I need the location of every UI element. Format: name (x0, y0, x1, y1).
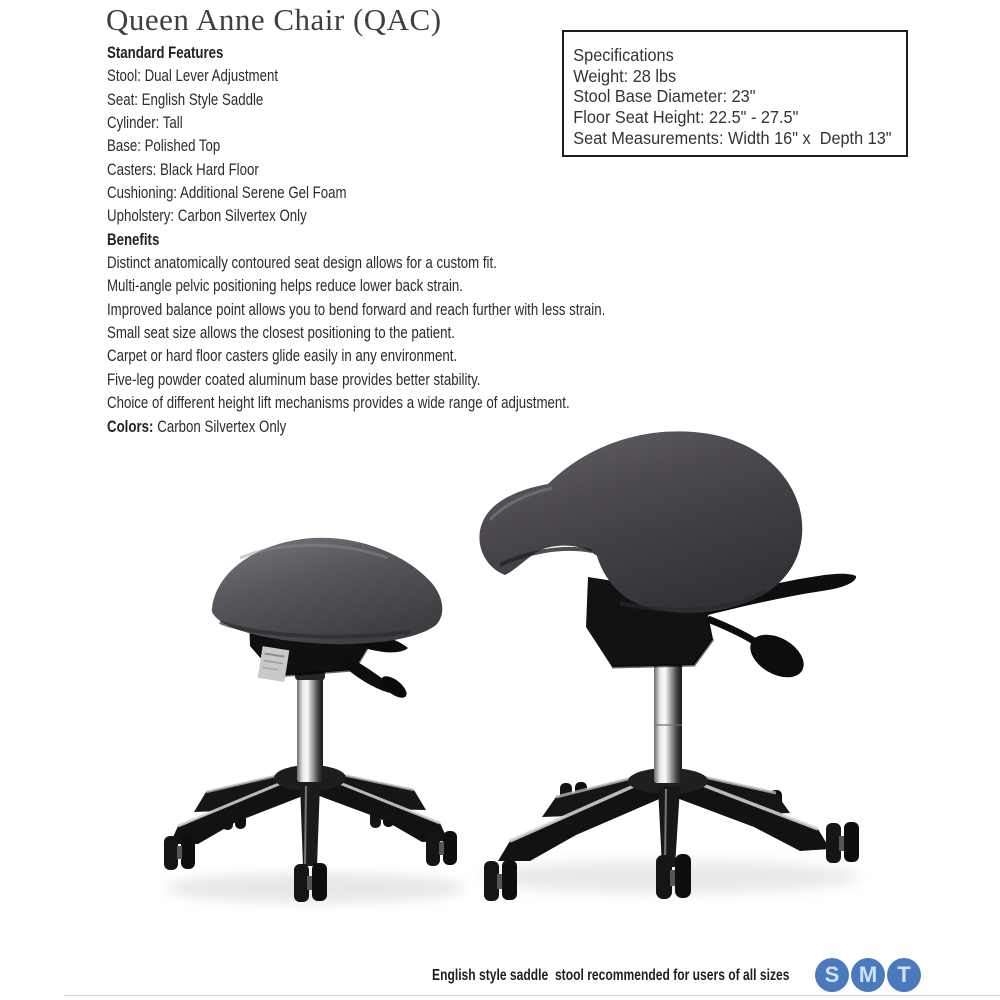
gas-cylinder (297, 676, 323, 782)
features-heading: Standard Features (107, 43, 224, 62)
colors-label: Colors: (107, 416, 154, 436)
spec-item: Stool Base Diameter: 23" (573, 86, 756, 107)
saddle-seat (479, 431, 802, 612)
caster-left (484, 860, 517, 901)
caster-right (826, 822, 859, 863)
feature-item: Cushioning: Additional Serene Gel Foam (107, 183, 347, 203)
page-title: Queen Anne Chair (QAC) (106, 2, 442, 37)
benefits-heading: Benefits (107, 229, 160, 249)
spec-item: Weight: 28 lbs (573, 65, 677, 86)
benefit-item: Five-leg powder coated aluminum base provides better stability. (107, 369, 481, 389)
left-stool-photo (148, 528, 468, 918)
benefit-item: Improved balance point allows you to bend forward and reach further with less strain. (107, 299, 606, 319)
benefit-item: Small seat size allows the closest positioning to the patient. (107, 323, 455, 343)
colors-value: Carbon Silvertex Only (157, 416, 287, 436)
specifications-box (562, 30, 908, 157)
benefit-item: Multi-angle pelvic positioning helps reduce lower back strain. (107, 276, 463, 296)
product-label-sticker (258, 646, 290, 682)
bottom-rule (64, 995, 1000, 996)
base-front-leg (300, 784, 320, 866)
benefit-item: Distinct anatomically contoured seat design allows for a custom fit. (107, 253, 497, 273)
feature-item: Stool: Dual Lever Adjustment (107, 66, 279, 86)
right-stool-photo (470, 425, 870, 905)
logo-circle-m: M (851, 958, 885, 992)
logo-circle-s: S (815, 958, 849, 992)
benefit-item: Choice of different height lift mechanisms provides a wide range of adjustment. (107, 393, 570, 413)
spec-item: Floor Seat Height: 22.5" - 27.5" (573, 107, 799, 128)
benefit-item: Carpet or hard floor casters glide easily in any environment. (107, 346, 458, 366)
feature-item: Upholstery: Carbon Silvertex Only (107, 206, 307, 226)
feature-item: Seat: English Style Saddle (107, 89, 264, 109)
smt-logo (815, 958, 921, 992)
feature-item: Cylinder: Tall (107, 113, 183, 133)
feature-item: Base: Polished Top (107, 136, 221, 156)
spec-heading: Specifications (573, 45, 674, 65)
logo-circle-t: T (887, 958, 921, 992)
specifications-text (564, 32, 892, 149)
footer-caption: English style saddle stool recommended for users of all sizes (432, 967, 790, 984)
base-front-leg (658, 787, 680, 867)
feature-item: Casters: Black Hard Floor (107, 159, 259, 179)
spec-item: Seat Measurements: Width 16" x Depth 13" (573, 127, 892, 148)
